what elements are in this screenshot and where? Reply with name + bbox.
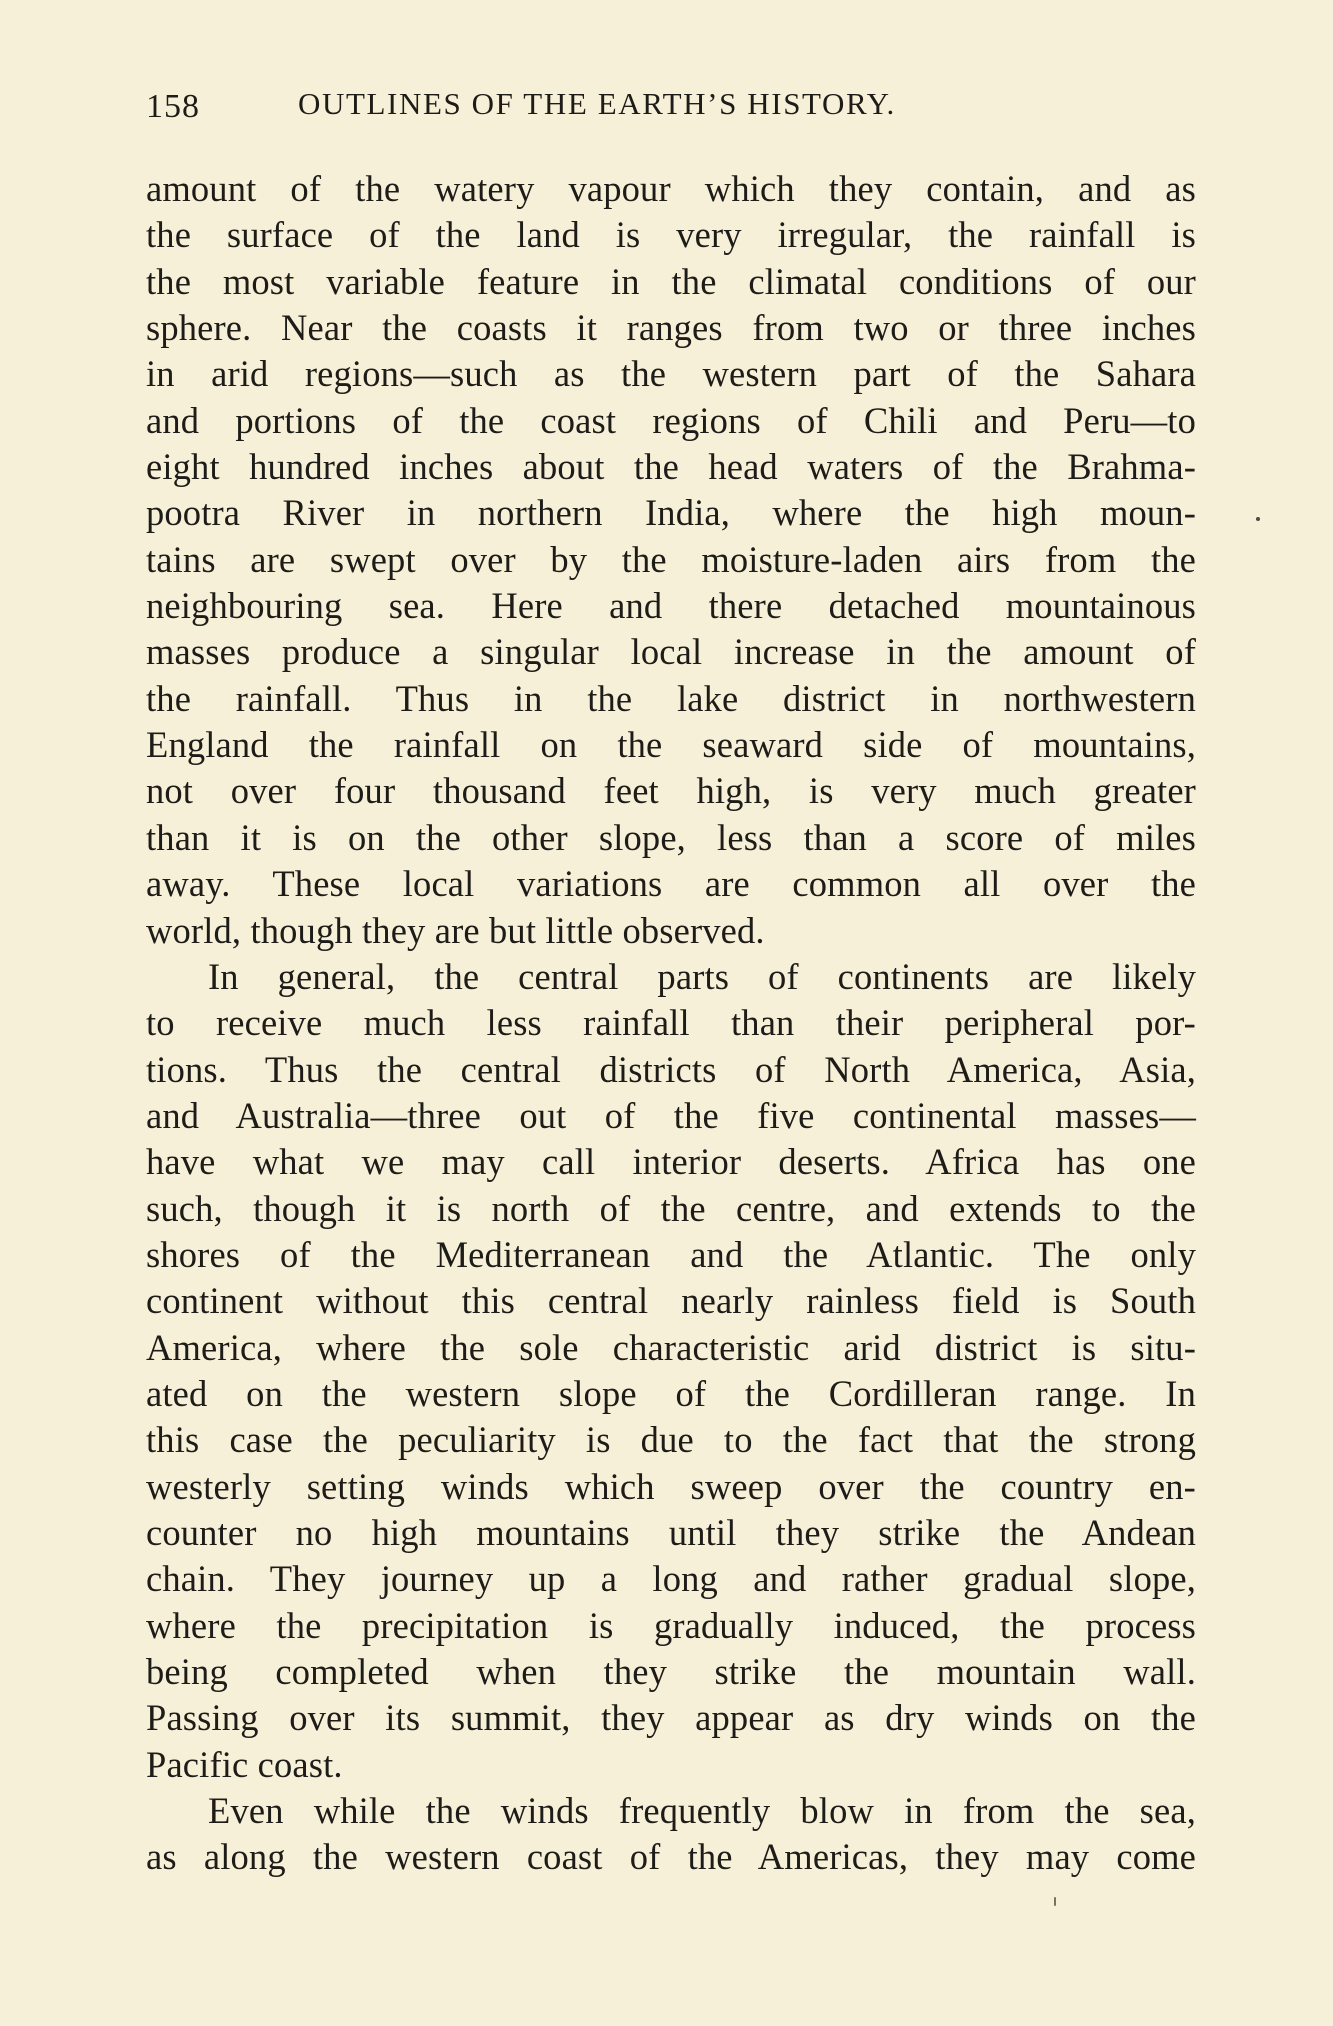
text-line: In general, the central parts of continents are likely xyxy=(208,955,1196,997)
text-line: Pacific coast. xyxy=(146,1743,343,1785)
text-line: than it is on the other slope, less than a score of miles xyxy=(146,816,1196,858)
text-line: Even while the winds frequently blow in from the sea, xyxy=(208,1790,1196,1832)
text-line: the surface of the land is very irregular, the rainfall is xyxy=(146,214,1196,256)
text-line: and Australia—three out of the five continental masses— xyxy=(146,1094,1196,1136)
text-line: this case the peculiarity is due to the fact that the strong xyxy=(146,1419,1196,1461)
paragraph-3 xyxy=(146,1788,1196,1881)
paragraph-1 xyxy=(146,166,1196,954)
text-line: where the precipitation is gradually induced, the process xyxy=(146,1604,1196,1646)
text-line: westerly setting winds which sweep over the country en- xyxy=(146,1465,1196,1507)
margin-dot xyxy=(1256,517,1260,521)
text-line: chain. They journey up a long and rather gradual slope, xyxy=(146,1558,1196,1600)
text-line: as along the western coast of the Americas, they may come xyxy=(146,1836,1196,1878)
page-header xyxy=(146,80,1196,132)
text-line: ated on the western slope of the Cordilleran range. In xyxy=(146,1372,1196,1414)
text-line: not over four thousand feet high, is very much greater xyxy=(146,770,1196,812)
text-line: and portions of the coast regions of Chili and Peru—to xyxy=(146,399,1196,441)
text-line: world, though they are but little observed. xyxy=(146,909,765,951)
text-line: tions. Thus the central districts of North America, Asia, xyxy=(146,1048,1196,1090)
text-line: away. These local variations are common all over the xyxy=(146,863,1196,905)
text-line: tains are swept over by the moisture-laden airs from the xyxy=(146,538,1196,580)
text-line: neighbouring sea. Here and there detached mountainous xyxy=(146,585,1196,627)
margin-speck xyxy=(1054,1897,1056,1906)
body-text xyxy=(146,166,1196,1881)
text-line: sphere. Near the coasts it ranges from two or three inches xyxy=(146,307,1196,349)
running-title: OUTLINES OF THE EARTH’S HISTORY. xyxy=(298,86,896,121)
text-line: pootra River in northern India, where the high moun- xyxy=(146,492,1196,534)
text-line: the rainfall. Thus in the lake district in northwestern xyxy=(146,677,1196,719)
text-line: such, though it is north of the centre, and extends to the xyxy=(146,1187,1196,1229)
text-line: England the rainfall on the seaward side of mountains, xyxy=(146,724,1196,766)
text-line: America, where the sole characteristic arid district is situ- xyxy=(146,1326,1196,1368)
page-number: 158 xyxy=(146,88,200,125)
text-line: in arid regions—such as the western part of the Sahara xyxy=(146,353,1196,395)
text-line: continent without this central nearly rainless field is South xyxy=(146,1280,1196,1322)
text-line: masses produce a singular local increase in the amount of xyxy=(146,631,1196,673)
paragraph-2 xyxy=(146,954,1196,1788)
text-line: to receive much less rainfall than their peripheral por- xyxy=(146,1002,1196,1044)
text-line: counter no high mountains until they strike the Andean xyxy=(146,1511,1196,1553)
text-line: being completed when they strike the mountain wall. xyxy=(146,1651,1196,1692)
text-line: have what we may call interior deserts. Africa has one xyxy=(146,1141,1196,1183)
text-line: eight hundred inches about the head waters of the Brahma- xyxy=(146,446,1196,488)
text-line: Passing over its summit, they appear as dry winds on the xyxy=(146,1697,1196,1739)
text-line: the most variable feature in the climatal conditions of our xyxy=(146,260,1196,302)
text-line: amount of the watery vapour which they contain, and as xyxy=(146,168,1196,209)
text-line: shores of the Mediterranean and the Atlantic. The only xyxy=(146,1233,1196,1275)
